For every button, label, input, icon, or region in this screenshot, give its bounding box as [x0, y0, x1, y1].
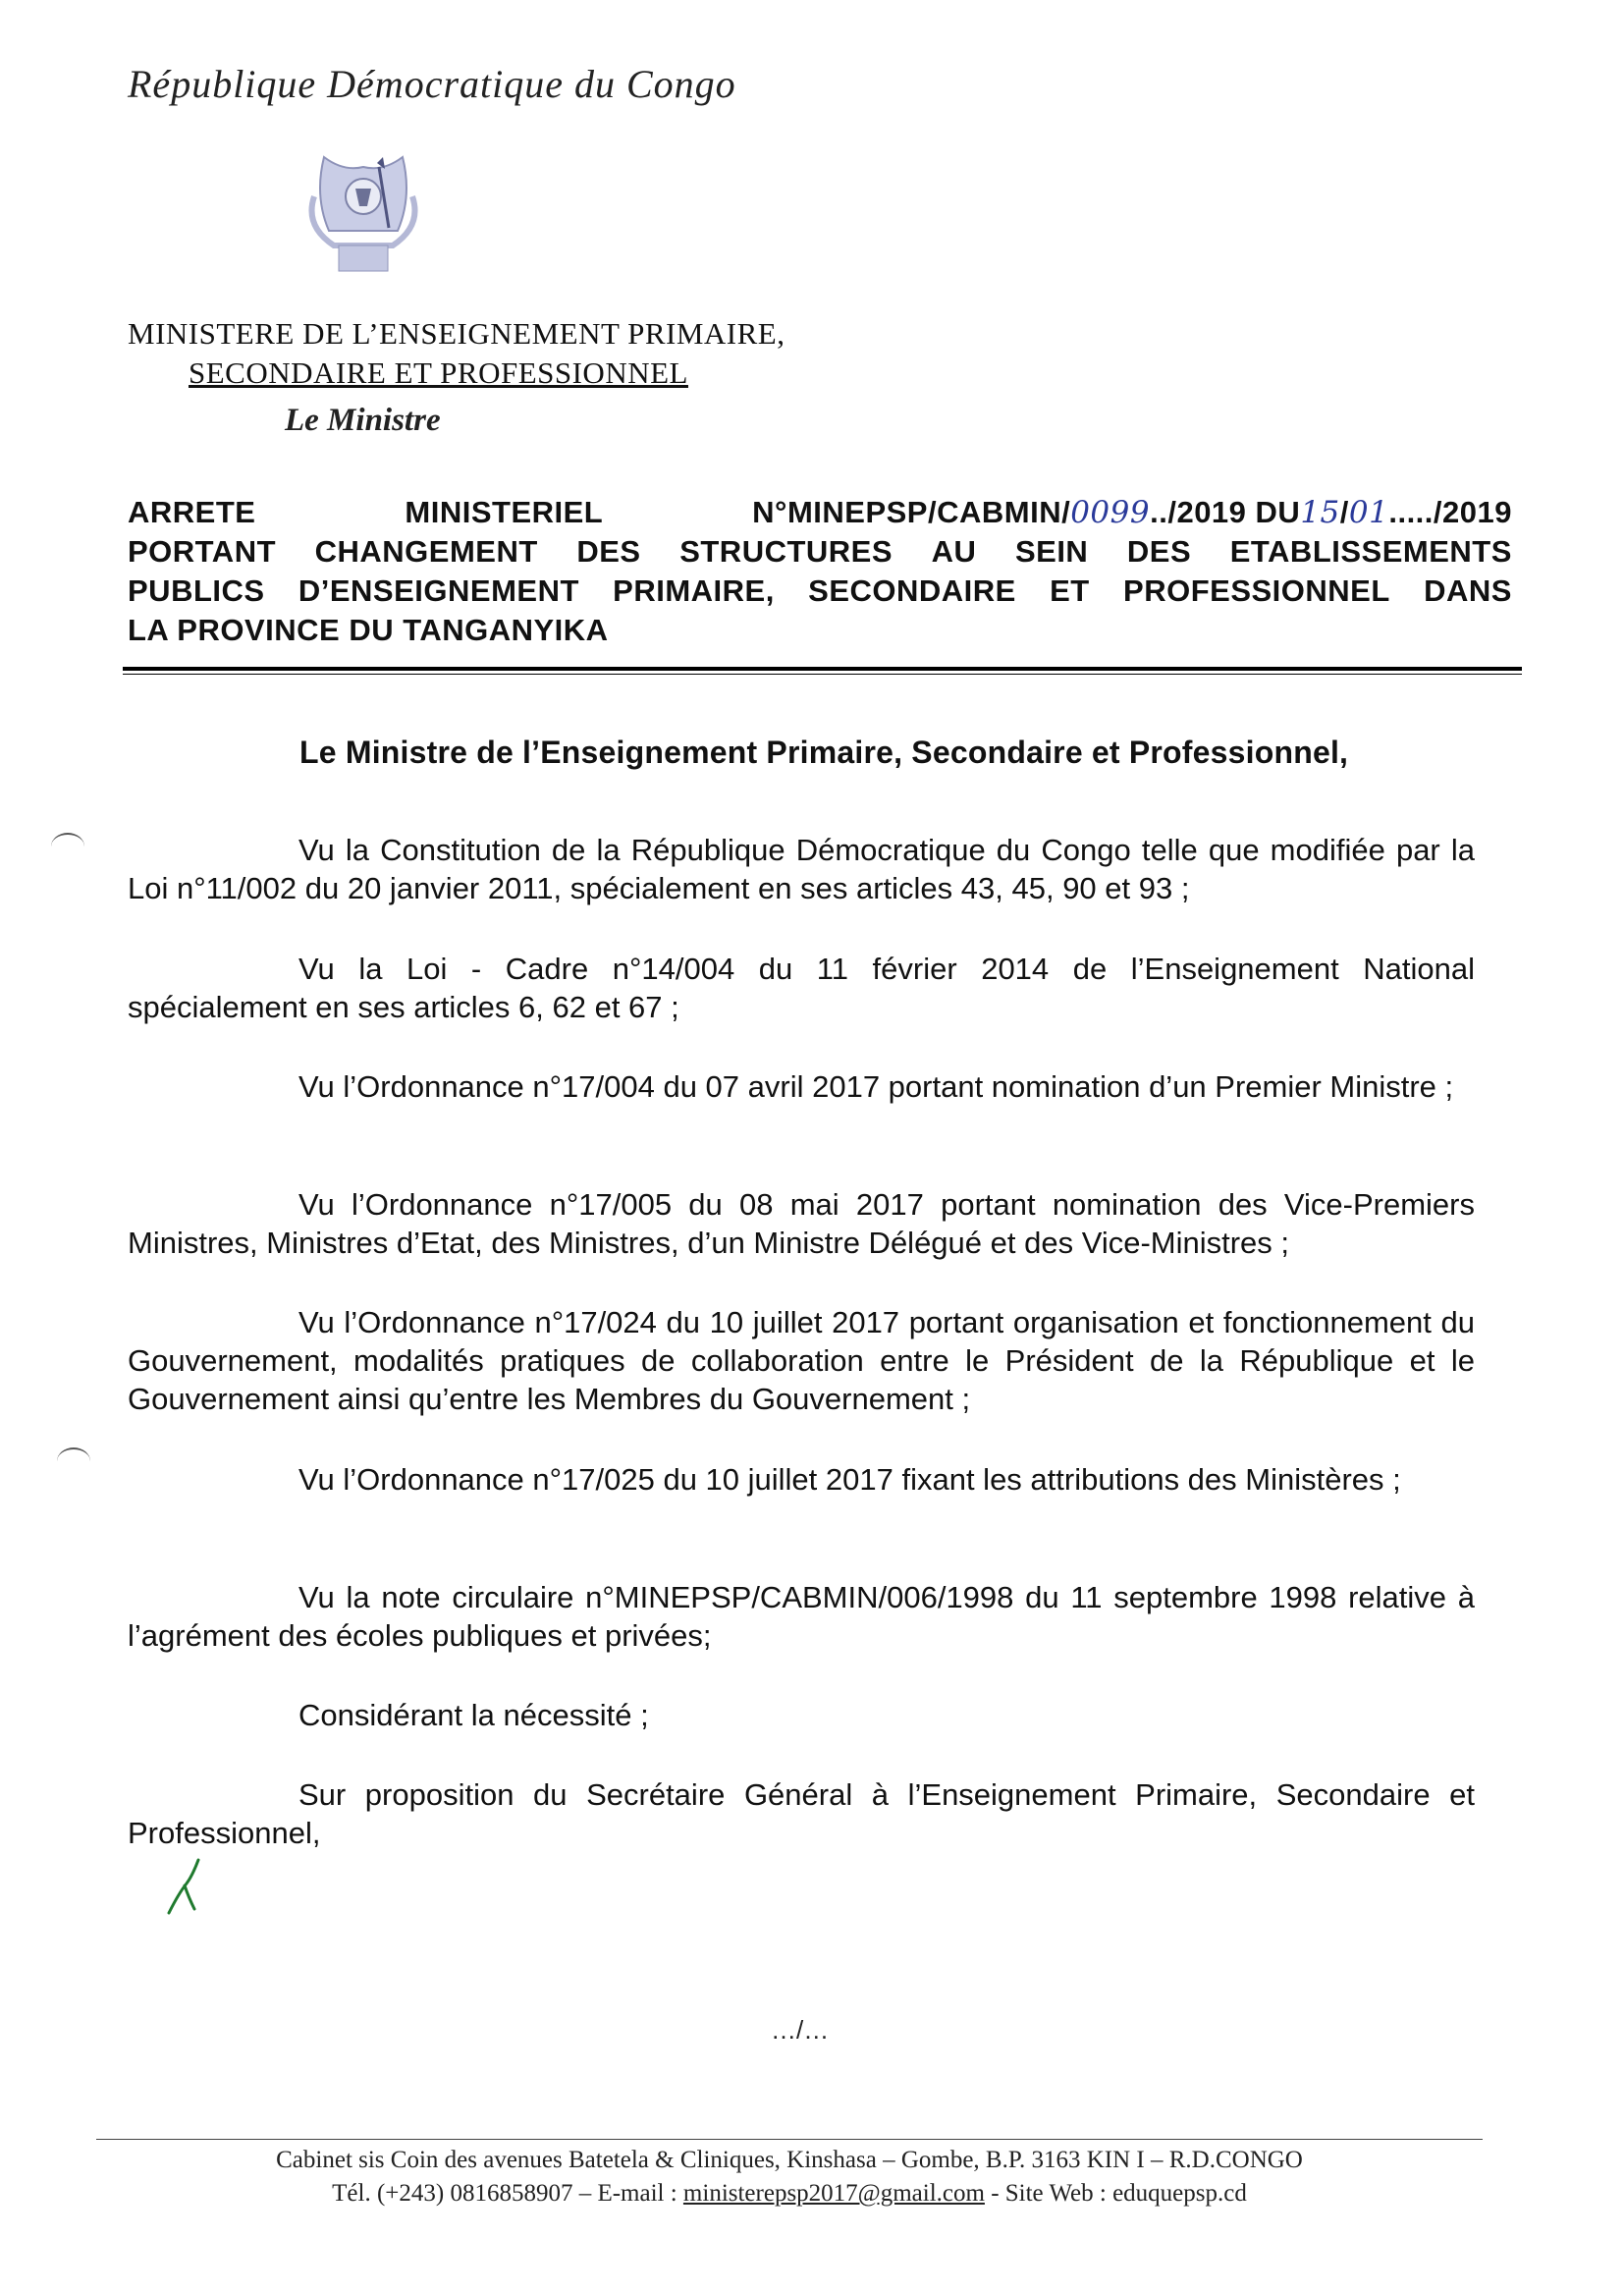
- title-word: SEIN: [1014, 534, 1089, 569]
- title-word: PUBLICS: [128, 573, 265, 608]
- decree-title: [128, 493, 1512, 650]
- paragraph-loi-cadre: Vu la Loi - Cadre n°14/004 du 11 février 2014 de l’Enseignement National spécialement en ses articles 6, 62 et 67 ;: [128, 952, 1475, 1024]
- ministry-name-line2: SECONDAIRE ET PROFESSIONNEL: [189, 355, 688, 390]
- paragraph-ordonnance-17-025: Vu l’Ordonnance n°17/025 du 10 juillet 2017 fixant les attributions des Ministères ;: [298, 1462, 1401, 1497]
- coat-of-arms-emblem: [295, 137, 432, 285]
- preamble-heading: Le Ministre de l’Enseignement Primaire, Secondaire et Professionnel,: [299, 735, 1349, 770]
- reference-prefix: N°MINEPSP/CABMIN/: [752, 495, 1071, 529]
- paragraph-proposition: Sur proposition du Secrétaire Général à l’Enseignement Primaire, Secondaire et Professionnel,: [128, 1777, 1475, 1850]
- decree-reference: [752, 493, 1512, 532]
- title-word: DES: [576, 534, 641, 569]
- title-word: ARRETE: [128, 495, 256, 529]
- title-word: AU: [931, 534, 977, 569]
- hole-punch-mark: [57, 1447, 90, 1475]
- footer-website: - Site Web : eduquepsp.cd: [984, 2180, 1247, 2207]
- footer-email-link[interactable]: ministerepsp2017@gmail.com: [682, 2180, 985, 2207]
- date-separator: /: [1339, 495, 1349, 529]
- title-word: SECONDAIRE: [808, 573, 1016, 608]
- title-line-4: LA PROVINCE DU TANGANYIKA: [128, 613, 609, 647]
- hole-punch-mark: [51, 833, 84, 860]
- paragraph-considerant: Considérant la nécessité ;: [298, 1698, 649, 1732]
- continuation-marker: …/…: [771, 2015, 830, 2045]
- handwritten-day: 15: [1300, 495, 1340, 530]
- republic-header: République Démocratique du Congo: [128, 62, 736, 106]
- title-word: STRUCTURES: [679, 534, 893, 569]
- title-word: PORTANT: [128, 534, 277, 569]
- footer-divider: [96, 2139, 1483, 2140]
- title-word: MINISTERIEL: [405, 495, 604, 529]
- title-word: DANS: [1424, 573, 1512, 608]
- title-word: CHANGEMENT: [314, 534, 538, 569]
- footer-contact: [96, 2180, 1483, 2208]
- title-divider: [123, 667, 1522, 671]
- paragraph-constitution: Vu la Constitution de la République Démocratique du Congo telle que modifiée par la Loi n°11/002 du 20 janvier 2011, spécialement en ses articles 43, 45, 90 et 93 ;: [128, 833, 1475, 905]
- footer-address: Cabinet sis Coin des avenues Batetela & Cliniques, Kinshasa – Gombe, B.P. 3163 KIN I – R.D.CONGO: [276, 2147, 1303, 2173]
- title-line-1: [128, 493, 1512, 532]
- date-year: ...../2019: [1388, 495, 1512, 529]
- title-divider-thin: [123, 674, 1522, 675]
- reference-year: ../2019 DU: [1150, 495, 1301, 529]
- handwritten-month: 01: [1348, 495, 1389, 530]
- handwritten-number: 0099: [1070, 495, 1151, 530]
- paragraph-ordonnance-17-004: Vu l’Ordonnance n°17/004 du 07 avril 2017 portant nomination d’un Premier Ministre ;: [298, 1069, 1454, 1104]
- paragraph-ordonnance-17-024: Vu l’Ordonnance n°17/024 du 10 juillet 2017 portant organisation et fonctionnement du Gouvernement, modalités pratiques de collaboration entre le Président de la République et le Gouvernement ainsi qu’entre les Membres du Gouvernement ;: [128, 1305, 1475, 1416]
- title-line-3: [128, 572, 1512, 611]
- title-word: ETABLISSEMENTS: [1229, 534, 1512, 569]
- title-word: ET: [1050, 573, 1090, 608]
- title-word: PROFESSIONNEL: [1123, 573, 1390, 608]
- title-word: DES: [1126, 534, 1192, 569]
- le-ministre-label: Le Ministre: [285, 403, 441, 438]
- green-initial-mark: [165, 1854, 204, 1928]
- title-word: PRIMAIRE,: [613, 573, 775, 608]
- title-word: D’ENSEIGNEMENT: [298, 573, 579, 608]
- ministry-name-line1: MINISTERE DE L’ENSEIGNEMENT PRIMAIRE,: [128, 316, 785, 351]
- paragraph-note-circulaire: Vu la note circulaire n°MINEPSP/CABMIN/006/1998 du 11 septembre 1998 relative à l’agrément des écoles publiques et privées;: [128, 1580, 1475, 1653]
- title-line-2: [128, 532, 1512, 572]
- footer-phone: Tél. (+243) 0816858907 – E-mail :: [332, 2180, 683, 2207]
- paragraph-ordonnance-17-005: Vu l’Ordonnance n°17/005 du 08 mai 2017 portant nomination des Vice-Premiers Ministres, Ministres d’Etat, des Ministres, d’un Ministre Délégué et des Vice-Ministres ;: [128, 1187, 1475, 1260]
